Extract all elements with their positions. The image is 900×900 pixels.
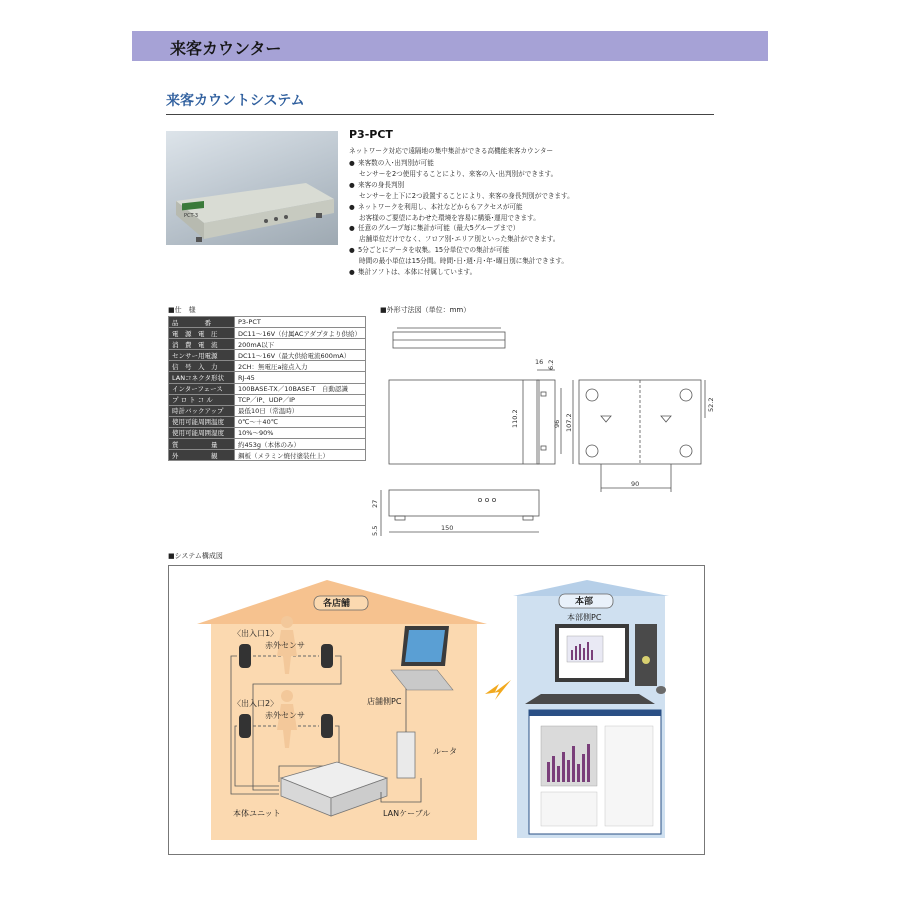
entrance-2-label: 〈出入口2〉: [233, 699, 279, 708]
hq-pc-label: 本部側PC: [567, 613, 602, 622]
table-row: [169, 439, 366, 450]
spec-value: TCP／IP、UDP／IP: [235, 394, 366, 405]
table-row: [169, 427, 366, 438]
feature-item: ● 5分ごとにデータを収集。15分単位での集計が可能: [349, 246, 510, 255]
spec-key: センサー用電源: [169, 350, 235, 361]
product-description: ネットワーク対応で遠隔地の集中集計ができる高機能来客カウンター: [349, 147, 554, 155]
specs-title: ■仕 様: [168, 306, 196, 314]
spec-value: 200mA以下: [235, 339, 366, 350]
spec-key: 品 番: [169, 317, 235, 328]
spec-value: 約453g（本体のみ）: [235, 439, 366, 450]
feature-item: ● 集計ソフトは、本体に付属しています。: [349, 268, 477, 277]
system-title: ■システム構成図: [168, 552, 223, 560]
feature-item: ● 来客の身長判別: [349, 180, 405, 189]
spec-value: 2CH：無電圧a接点入力: [235, 361, 366, 372]
table-row: [169, 405, 366, 416]
spec-key: LANコネクタ形状: [169, 372, 235, 383]
spec-table: [168, 316, 366, 461]
store-title: 各店舗: [323, 599, 351, 609]
spec-key: 消 費 電 流: [169, 339, 235, 350]
table-row: [169, 317, 366, 328]
router-icon: [397, 732, 415, 778]
dim-107-2: 107.2: [565, 413, 573, 432]
spec-key: 質 量: [169, 439, 235, 450]
spec-value: 鋼板（メラミン焼付塗装仕上）: [235, 450, 366, 461]
feature-detail: 店舗単位だけでなく、フロア別･エリア別といった集計ができます。: [359, 235, 560, 244]
table-row: [169, 361, 366, 372]
bullet-icon: ●: [349, 246, 355, 255]
bullet-icon: ●: [349, 224, 355, 233]
dim-52-2: 52.2: [707, 397, 715, 412]
spec-key: 電 源 電 圧: [169, 328, 235, 339]
bullet-icon: ●: [349, 180, 355, 189]
spec-key: 信 号 入 力: [169, 361, 235, 372]
bullet-icon: ●: [349, 159, 355, 167]
spec-key: 使用可能周囲湿度: [169, 427, 235, 438]
dim-90: 90: [631, 480, 640, 488]
router-label: ルータ: [433, 747, 457, 756]
main-unit-label: 本体ユニット: [233, 809, 281, 818]
feature-item: ● 来客数の入･出判別が可能: [349, 159, 434, 167]
sensor-icon: [239, 714, 251, 738]
dim-110-2: 110.2: [511, 409, 519, 428]
table-row: [169, 328, 366, 339]
spec-key: 時計バックアップ: [169, 405, 235, 416]
feature-detail: センサーを2つ使用することにより、来客の入･出判別ができます。: [359, 169, 558, 178]
front-view-outline: [389, 490, 539, 516]
spec-key: 使用可能周囲温度: [169, 416, 235, 427]
spec-value: 0℃～＋40℃: [235, 416, 366, 427]
feature-item: ● 任意のグループ毎に集計が可能（最大5グループまで）: [349, 224, 520, 233]
spec-value: P3-PCT: [235, 317, 366, 328]
feature-detail: お客様のご要望にあわせた環境を容易に構築･運用できます。: [359, 213, 540, 222]
feature-detail: 時間の最小単位は15分間。時間･日･週･月･年･曜日別に集計できます。: [359, 257, 568, 266]
sensor-icon: [321, 714, 333, 738]
feature-detail: センサーを上下に2つ設置することにより、来客の身長判別ができます。: [359, 191, 574, 200]
feature-item: ● ネットワークを利用し、本社などからもアクセスが可能: [349, 202, 523, 211]
spec-value: 最低10日（常温時）: [235, 405, 366, 416]
entrance-1-label: 〈出入口1〉: [233, 629, 279, 638]
network-link-icon: [485, 680, 511, 700]
spec-value: DC11～16V（付属ACアダプタより供給）: [235, 328, 366, 339]
table-row: [169, 416, 366, 427]
dimensions-title: ■外形寸法図（単位：mm）: [380, 306, 471, 314]
sensor-label: 赤外センサ: [265, 641, 305, 650]
dim-96: 96: [553, 419, 561, 428]
spec-value: DC11～16V（最大供給電流600mA）: [235, 350, 366, 361]
bullet-icon: ●: [349, 268, 355, 277]
counter-device-image: [166, 131, 338, 245]
device-label: PCT-3: [184, 213, 199, 219]
spec-value: 100BASE-TX／10BASE-T 自動認識: [235, 383, 366, 394]
table-row: [169, 394, 366, 405]
hq-title: 本部: [575, 597, 594, 607]
table-row: [169, 450, 366, 461]
section-divider: [166, 114, 714, 115]
section-title: 来客カウントシステム: [166, 93, 305, 109]
dim-5-5: 5.5: [371, 525, 379, 536]
bullet-icon: ●: [349, 202, 355, 211]
sensor-icon: [239, 644, 251, 668]
sensor-icon: [321, 644, 333, 668]
dim-27: 27: [371, 499, 379, 508]
spec-value: 10%～90%: [235, 427, 366, 438]
dimension-drawing: [365, 318, 715, 540]
sensor-label: 赤外センサ: [265, 711, 305, 720]
table-row: [169, 339, 366, 350]
feature-list: [349, 158, 574, 278]
store-pc-label: 店舗側PC: [367, 697, 402, 706]
lan-cable-label: LANケーブル: [383, 809, 431, 818]
table-row: [169, 372, 366, 383]
product-model: P3-PCT: [349, 128, 393, 141]
spec-key: インターフェース: [169, 383, 235, 394]
system-diagram: [168, 565, 705, 855]
dim-150: 150: [441, 524, 454, 532]
dim-16: 16: [535, 358, 544, 366]
page-title: 来客カウンター: [170, 39, 282, 58]
table-row: [169, 350, 366, 361]
header-bar: [132, 31, 768, 61]
dim-6-2: 6.2: [547, 359, 555, 370]
spec-value: RJ-45: [235, 372, 366, 383]
spec-key: 外 観: [169, 450, 235, 461]
spec-key: プ ロ ト コ ル: [169, 394, 235, 405]
table-row: [169, 383, 366, 394]
product-photo: [166, 131, 338, 245]
